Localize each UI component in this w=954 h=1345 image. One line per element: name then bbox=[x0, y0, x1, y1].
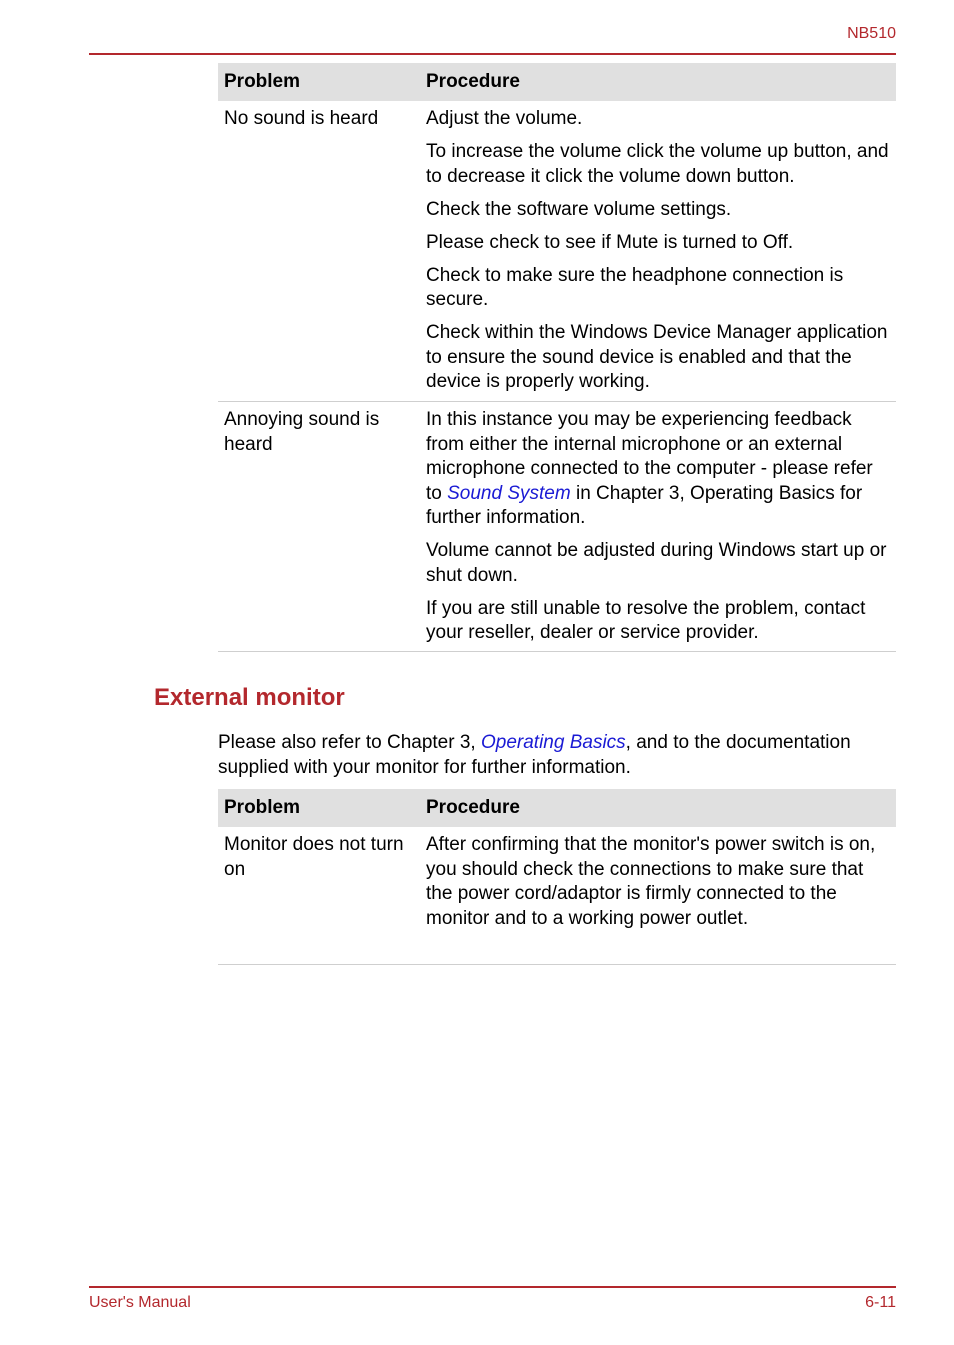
column-header-procedure: Procedure bbox=[426, 797, 520, 818]
operating-basics-link[interactable]: Operating Basics bbox=[480, 732, 626, 753]
column-header-problem: Problem bbox=[224, 797, 301, 818]
procedure-text: In this instance you may be experiencing feedback from either the internal microphone or an external microphone connected to the computer - please refer to bbox=[426, 409, 873, 504]
section-intro bbox=[218, 731, 898, 780]
footer-rule bbox=[89, 1286, 896, 1288]
table-header-row bbox=[218, 789, 896, 827]
footer-page-number: 6-11 bbox=[865, 1294, 896, 1311]
procedure-step: To increase the volume click the volume up button, and to decrease it click the volume down button. bbox=[426, 141, 889, 187]
problem-cell: No sound is heard bbox=[224, 108, 379, 129]
table-header-row bbox=[218, 63, 896, 101]
procedure-step: Adjust the volume. bbox=[426, 108, 583, 129]
column-header-procedure: Procedure bbox=[426, 71, 520, 92]
procedure-step: Check the software volume settings. bbox=[426, 198, 732, 220]
footer-manual-title: User's Manual bbox=[89, 1294, 191, 1311]
procedure-text: in Chapter 3, Operating Basics for further information. bbox=[426, 482, 863, 528]
header-model-name: NB510 bbox=[847, 25, 896, 42]
column-header-problem: Problem bbox=[224, 71, 301, 92]
section-title: External monitor bbox=[154, 684, 345, 711]
procedure-step: If you are still unable to resolve the problem, contact your reseller, dealer or service provider. bbox=[426, 597, 866, 643]
procedure-step: Please check to see if Mute is turned to Off. bbox=[426, 231, 794, 253]
procedure-cell bbox=[422, 402, 896, 651]
procedure-step: Volume cannot be adjusted during Windows start up or shut down. bbox=[426, 540, 887, 586]
table-row bbox=[218, 827, 896, 965]
procedure-step: Check to make sure the headphone connection is secure. bbox=[426, 264, 844, 310]
procedure-cell bbox=[422, 101, 896, 401]
procedure-step bbox=[426, 408, 890, 531]
procedure-step: After confirming that the monitor's power switch is on, you should check the connections to make sure that the power cord/adaptor is firmly connected to the monitor and to a working power outlet. bbox=[426, 834, 876, 929]
sound-troubleshooting-table bbox=[218, 63, 896, 652]
intro-text: Please also refer to Chapter 3, bbox=[218, 732, 481, 753]
sound-system-link[interactable]: Sound System bbox=[447, 482, 571, 504]
table-row bbox=[218, 402, 896, 652]
table-row bbox=[218, 101, 896, 402]
monitor-troubleshooting-table bbox=[218, 789, 896, 965]
procedure-cell bbox=[422, 827, 896, 964]
intro-text: , and to the documentation supplied with your monitor for further information. bbox=[218, 732, 851, 778]
procedure-step: Check within the Windows Device Manager application to ensure the sound device is enabled and that the device is properly working. bbox=[426, 322, 888, 392]
problem-cell: Annoying sound is heard bbox=[224, 409, 380, 455]
header-rule bbox=[89, 53, 896, 55]
problem-cell: Monitor does not turn on bbox=[224, 834, 404, 880]
